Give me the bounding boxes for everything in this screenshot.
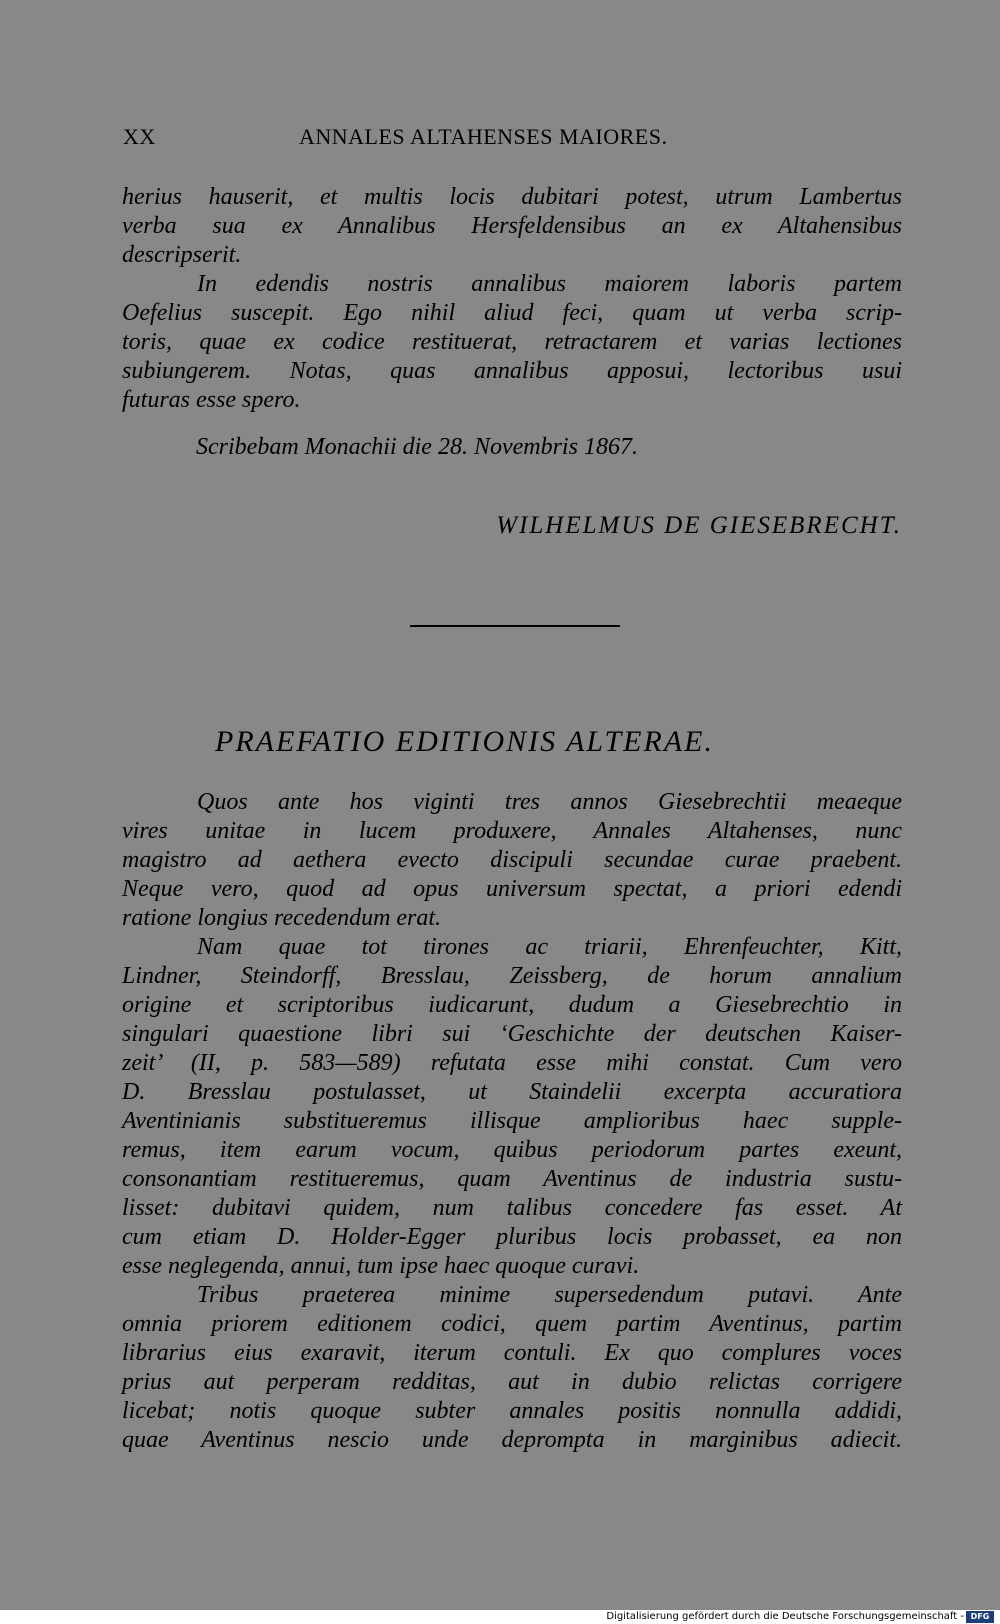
intro-line: subiungerem. Notas, quas annalibus apposui, lectoribus usui <box>122 358 902 384</box>
intro-line: verba sua ex Annalibus Hersfeldensibus an ex Altahensibus <box>122 213 902 239</box>
intro-line: futuras esse spero. <box>122 387 301 413</box>
body-line: ratione longius recedendum erat. <box>122 905 442 931</box>
intro-line: toris, quae ex codice restituerat, retractarem et varias lectiones <box>122 329 902 355</box>
body-line: magistro ad aethera evecto discipuli secundae curae praebent. <box>122 847 902 873</box>
body-line: vires unitae in lucem produxere, Annales Altahenses, nunc <box>122 818 902 844</box>
dfg-logo: DFG <box>966 1611 994 1623</box>
body-line: licebat; notis quoque subter annales positis nonnulla addidi, <box>122 1398 902 1424</box>
dateline: Scribebam Monachii die 28. Novembris 1867. <box>196 434 638 460</box>
body-line: cum etiam D. Holder-Egger pluribus locis probasset, ea non <box>122 1224 902 1250</box>
body-line: origine et scriptoribus iudicarunt, dudum a Giesebrechtio in <box>122 992 902 1018</box>
body-line: zeit’ (II, p. 583—589) refutata esse mihi constat. Cum vero <box>122 1050 902 1076</box>
running-title: ANNALES ALTAHENSES MAIORES. <box>299 124 668 149</box>
body-line: librarius eius exaravit, iterum contuli. Ex quo complures voces <box>122 1340 902 1366</box>
body-line: esse neglegenda, annui, tum ipse haec quoque curavi. <box>122 1253 640 1279</box>
signature: WILHELMUS DE GIESEBRECHT. <box>496 512 902 539</box>
funding-credit: Digitalisierung gefördert durch die Deutsche Forschungsgemeinschaft - <box>606 1611 964 1622</box>
intro-line: descripserit. <box>122 242 242 268</box>
digitization-footer <box>0 1610 1000 1624</box>
body-line: omnia priorem editionem codici, quem partim Aventinus, partim <box>122 1311 902 1337</box>
body-line: lisset: dubitavi quidem, num talibus concedere fas esset. At <box>122 1195 902 1221</box>
intro-line: Oefelius suscepit. Ego nihil aliud feci, quam ut verba scrip- <box>122 300 902 326</box>
body-line: Aventinianis substitueremus illisque amplioribus haec supple- <box>122 1108 902 1134</box>
body-line: consonantiam restitueremus, quam Aventinus de industria sustu- <box>122 1166 902 1192</box>
body-line: D. Bresslau postulasset, ut Staindelii excerpta accuratiora <box>122 1079 902 1105</box>
body-line: quae Aventinus nescio unde deprompta in marginibus adiecit. <box>122 1427 902 1453</box>
page-number: XX <box>123 124 156 149</box>
body-line: remus, item earum vocum, quibus periodorum partes exeunt, <box>122 1137 902 1163</box>
body-line: Quos ante hos viginti tres annos Giesebrechtii meaeque <box>197 789 902 815</box>
body-line: Tribus praeterea minime supersedendum putavi. Ante <box>197 1282 902 1308</box>
section-divider <box>410 625 620 627</box>
body-line: Nam quae tot tirones ac triarii, Ehrenfeuchter, Kitt, <box>197 934 902 960</box>
page-header <box>123 124 903 158</box>
intro-line: herius hauserit, et multis locis dubitari potest, utrum Lambertus <box>122 184 902 210</box>
section-title: PRAEFATIO EDITIONIS ALTERAE. <box>215 725 714 758</box>
body-line: Lindner, Steindorff, Bresslau, Zeissberg, de horum annalium <box>122 963 902 989</box>
body-line: Neque vero, quod ad opus universum spectat, a priori edendi <box>122 876 902 902</box>
body-line: prius aut perperam redditas, aut in dubio relictas corrigere <box>122 1369 902 1395</box>
intro-line: In edendis nostris annalibus maiorem laboris partem <box>197 271 902 297</box>
body-line: singulari quaestione libri sui ‘Geschichte der deutschen Kaiser- <box>122 1021 902 1047</box>
